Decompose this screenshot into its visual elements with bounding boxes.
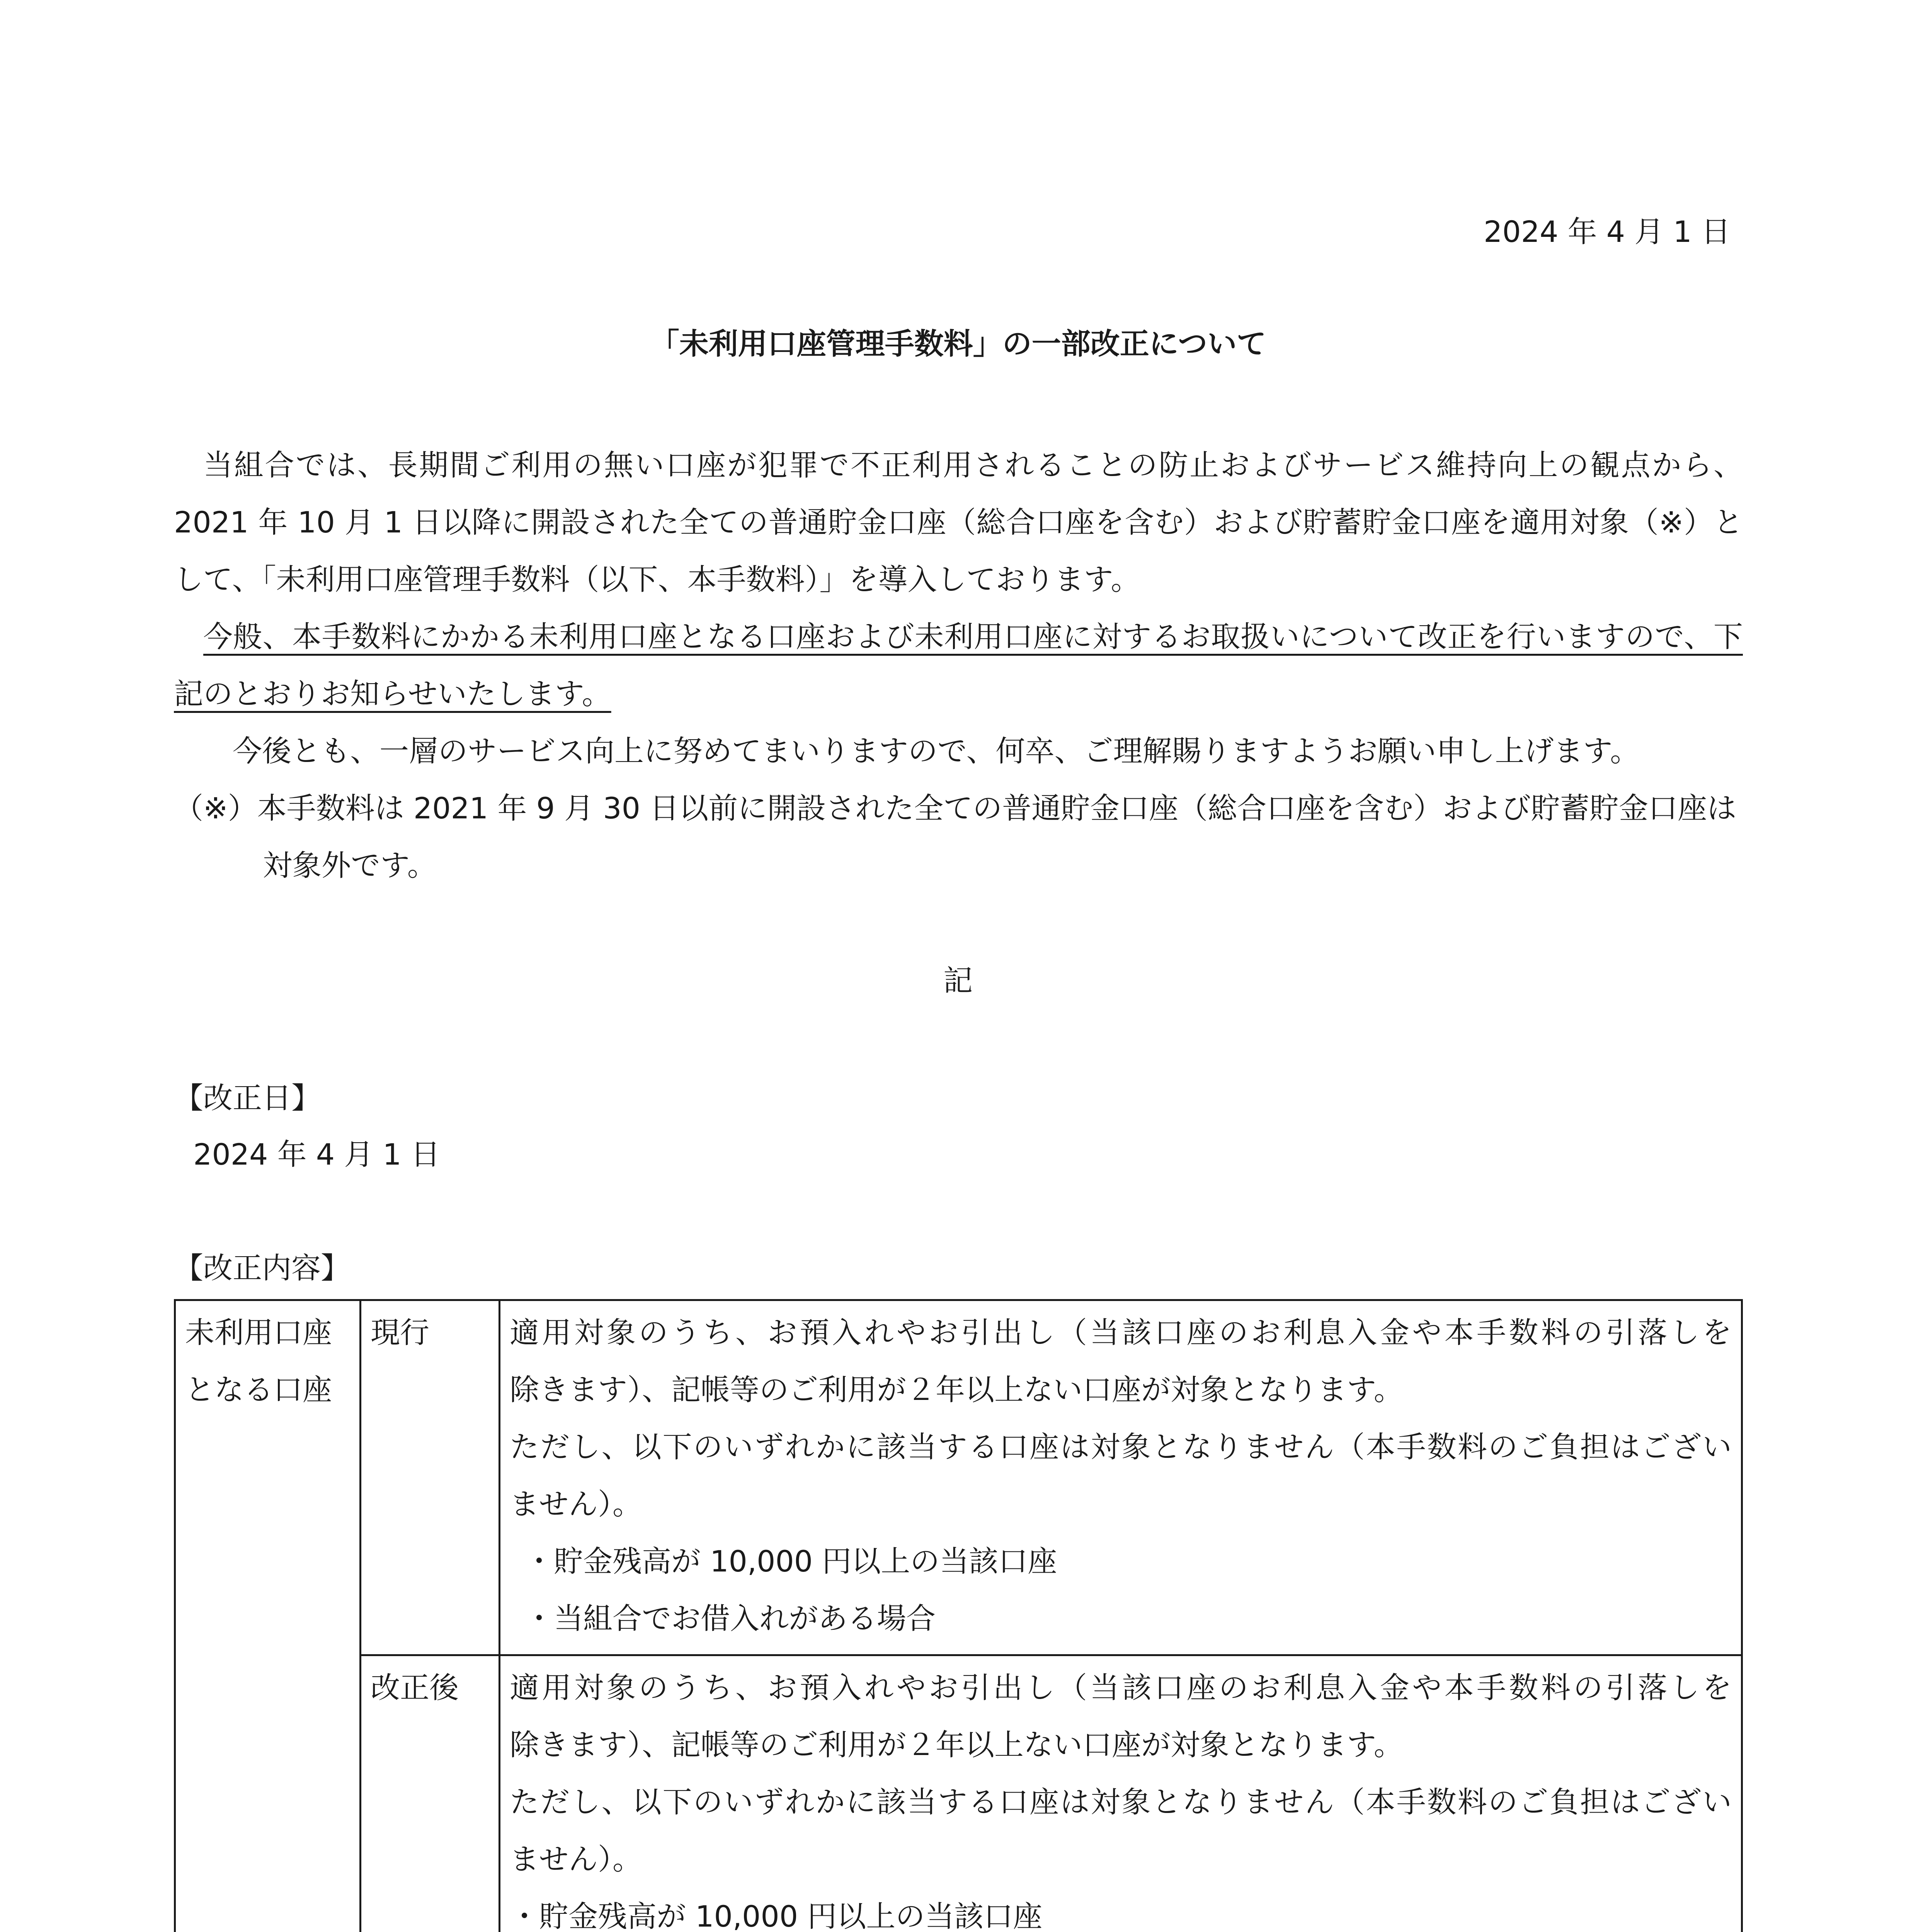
current-line-6: ・当組合でお借入れがある場合 — [524, 1601, 936, 1636]
table-row — [175, 1655, 1742, 1932]
revised-label-cell — [361, 1655, 500, 1932]
category-cell — [175, 1300, 361, 1932]
intro-paragraph-2-text: 今般、本手数料にかかる未利用口座となる口座および未利用口座に対するお取扱いについて改正を行いますので、下記のとおりお知らせいたします。 — [174, 619, 1743, 711]
ki-heading: 記 — [943, 963, 973, 998]
issue-date: 2024 年 4 月 1 日 — [1484, 214, 1731, 249]
revised-line-2: 除きます）、記帳等のご利用が２年以上ない口座が対象となります。 — [510, 1728, 1403, 1762]
current-content-cell — [500, 1300, 1742, 1655]
intro-paragraph-2 — [174, 608, 1743, 723]
current-label: 現行 — [371, 1315, 429, 1350]
revised-line-1: 適用対象のうち、お預入れやお引出し（当該口座のお利息入金や本手数料の引落しを — [510, 1670, 1732, 1705]
revised-line-5: ・貯金残高が 10,000 円以上の当該口座 — [510, 1899, 1043, 1932]
current-label-cell — [361, 1300, 500, 1655]
revised-content-cell — [500, 1655, 1742, 1932]
intro-section — [174, 437, 1743, 894]
intro-paragraph-3: 今後とも、一層のサービス向上に努めてまいりますので、何卒、ご理解賜りますようお願い申し上げます。 — [233, 734, 1640, 768]
revision-content-label: 【改正内容】 — [174, 1251, 350, 1285]
revised-label: 改正後 — [371, 1670, 459, 1705]
current-line-3: ただし、以下のいずれかに該当する口座は対象となりません（本手数料のご負担はござい — [510, 1430, 1732, 1464]
document-title: 「未利用口座管理手数料」の一部改正について — [650, 327, 1266, 361]
revision-table — [174, 1299, 1743, 1932]
current-line-4: ません）。 — [510, 1487, 642, 1521]
current-line-2: 除きます）、記帳等のご利用が２年以上ない口座が対象となります。 — [510, 1372, 1403, 1407]
revised-line-4: ません）。 — [510, 1842, 642, 1876]
table-row — [175, 1300, 1742, 1655]
current-line-1: 適用対象のうち、お預入れやお引出し（当該口座のお利息入金や本手数料の引落しを — [510, 1315, 1732, 1350]
current-line-5: ・貯金残高が 10,000 円以上の当該口座 — [524, 1544, 1057, 1578]
intro-note: （※）本手数料は 2021 年 9 月 30 日以前に開設された全ての普通貯金口座（総合口座を含む）および貯蓄貯金口座は対象外です。 — [174, 791, 1737, 883]
category-line-1: 未利用口座 — [185, 1315, 332, 1350]
category-line-2: となる口座 — [185, 1372, 332, 1407]
revised-line-3: ただし、以下のいずれかに該当する口座は対象となりません（本手数料のご負担はござい — [510, 1785, 1732, 1819]
intro-paragraph-1: 当組合では、長期間ご利用の無い口座が犯罪で不正利用されることの防止およびサービス維持向上の観点から、2021 年 10 月 1 日以降に開設された全ての普通貯金口座（総合口座を含む）および貯蓄貯金口座を適用対象（※）として、「未利用口座管理手数料（以下、本手数料）」を導入しております。 — [174, 448, 1743, 597]
revision-date-value: 2024 年 4 月 1 日 — [193, 1137, 440, 1172]
revision-date-label: 【改正日】 — [174, 1081, 321, 1115]
